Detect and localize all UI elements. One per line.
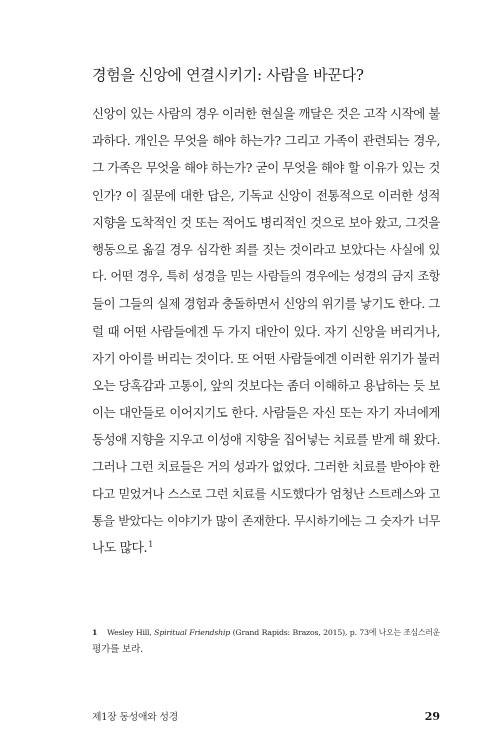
footnote-citation: (Grand Rapids: Brazos, 2015), p. 73에 나오는 조심스러운 — [230, 628, 440, 637]
footnote-line-2: 평가를 보라. — [92, 644, 144, 655]
body-line: 지향을 도착적인 것 또는 적어도 병리적인 것으로 보아 왔고, 그것을 — [92, 214, 440, 230]
body-line: 오는 당혹감과 고통이, 앞의 것보다는 좀더 이해하고 용납하는 듯 보 — [92, 377, 440, 393]
page-number: 29 — [424, 710, 440, 723]
body-line: 과하다. 개인은 무엇을 해야 하는가? 그리고 가족이 관련되는 경우, — [92, 133, 440, 149]
body-line: 그러나 그런 치료들은 거의 성과가 없었다. 그러한 치료를 받아야 한 — [92, 459, 440, 475]
footnote-reference: 1 — [148, 539, 153, 549]
body-line: 동성애 지향을 지우고 이성애 지향을 집어넣는 치료를 받게 해 왔다. — [92, 432, 440, 448]
body-line: 통을 받았다는 이야기가 많이 존재한다. 무시하기에는 그 숫자가 너무 — [92, 513, 440, 528]
running-footer-chapter: 제1장 동성애와 성경 — [92, 712, 178, 723]
body-line: 이는 대안들로 이어지기도 한다. 사람들은 자신 또는 자기 자녀에게 — [92, 405, 440, 421]
body-line: 행동으로 옮길 경우 심각한 죄를 짓는 것이라고 보았다는 사실에 있 — [92, 241, 440, 257]
body-line: 들이 그들의 실제 경험과 충돌하면서 신앙의 위기를 낳기도 한다. 그 — [92, 296, 440, 312]
body-line: 자기 아이를 버리는 것이다. 또 어떤 사람들에겐 이러한 위기가 불러 — [92, 350, 440, 366]
body-line: 다고 믿었거나 스스로 그런 치료를 시도했다가 엄청난 스트레스와 고 — [92, 486, 440, 501]
body-line: 신앙이 있는 사람의 경우 이러한 현실을 깨달은 것은 고작 시작에 불 — [92, 106, 440, 121]
body-paragraph — [92, 100, 440, 562]
body-line: 인가? 이 질문에 대한 답은, 기독교 신앙이 전통적으로 이러한 성적 — [92, 187, 440, 203]
body-line: 럴 때 어떤 사람들에겐 두 가지 대안이 있다. 자기 신앙을 버리거나, — [92, 323, 440, 339]
footnote-number: 1 — [92, 628, 98, 637]
section-heading: 경험을 신앙에 연결시키기: 사람을 바꾼다? — [92, 66, 364, 84]
body-line: 다. 어떤 경우, 특히 성경을 믿는 사람들의 경우에는 성경의 금지 조항 — [92, 269, 440, 284]
footnote-line — [92, 624, 440, 641]
body-line-last-text: 나도 많다. — [92, 541, 148, 556]
footnote-author: Wesley Hill, — [107, 628, 155, 637]
body-line: 그 가족은 무엇을 해야 하는가? 굳이 무엇을 해야 할 이유가 있는 것 — [92, 160, 440, 176]
footnote — [92, 624, 440, 658]
footnote-book-title: Spiritual Friendship — [154, 628, 231, 637]
body-line-last — [92, 535, 440, 562]
